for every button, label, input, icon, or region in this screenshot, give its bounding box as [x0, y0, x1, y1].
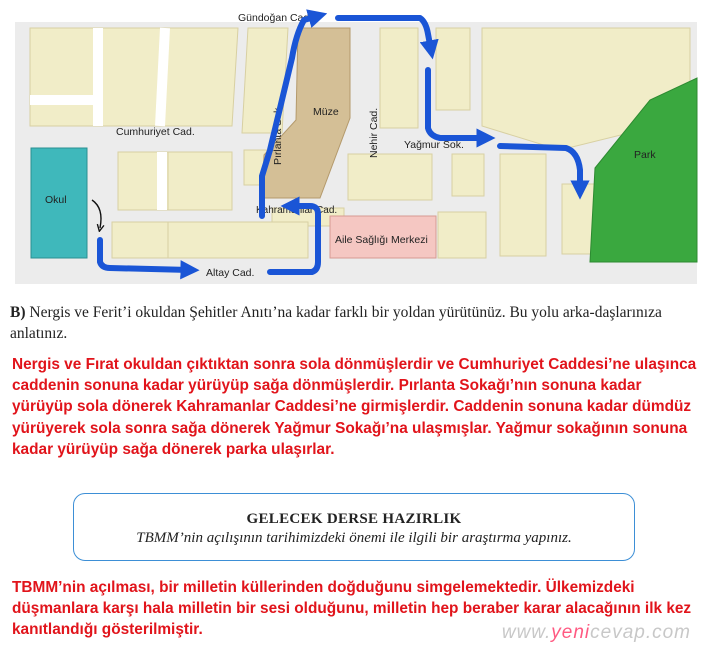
answer-2: TBMM’nin açılması, bir milletin küllerinden doğduğunu simgelemektedir. Ülkemizdeki düşmanlara karşı hala milletin bir sesi olduğunu, milletin hep beraber karar alacağının ilk kez kanıtlandığı gösterilmiştir. [12, 579, 692, 639]
label-yagmur: Yağmur Sok. [404, 139, 464, 151]
label-pirlanta: Pırlanta Sok. [272, 104, 284, 165]
label-gundogan: Gündoğan Cad. [238, 12, 313, 24]
answer-1: Nergis ve Fırat okuldan çıktıktan sonra sola dönmüşlerdir ve Cumhuriyet Caddesi’ne ulaşınca caddenin sonuna kadar yürüyüp sağa dönmüşlerdir. Pırlanta Sokağı’nın sonuna kadar yürüyüp sola dönerek Kahramanlar Caddesi’ne girmişlerdir. Caddenin sonuna kadar dümdüz yürüyerek sola sonra sağa dönerek Yağmur Sokağı’na ulaşmışlar. Yağmur sokağının sonuna kadar yürüyüp sağa dönerek parka ulaşırlar. [12, 356, 697, 458]
label-nehir: Nehir Cad. [368, 107, 380, 158]
watermark-highlight: yeni [551, 622, 591, 643]
question-text: Nergis ve Ferit’i okuldan Şehitler Anıtı’na kadar farklı bir yoldan yürütünüz. Bu yolu arka-daşlarınıza anlatınız. [10, 304, 662, 342]
watermark [502, 622, 691, 644]
label-altay: Altay Cad. [206, 267, 255, 279]
label-kahramanlar: Kahramanlar Cad. [256, 205, 338, 216]
prep-box [73, 493, 635, 561]
label-cumhuriyet: Cumhuriyet Cad. [116, 126, 195, 138]
prep-title: GELECEK DERSE HAZIRLIK [246, 511, 462, 527]
question-b [10, 302, 698, 344]
street-map [0, 0, 703, 296]
watermark-prefix: www. [501, 622, 552, 643]
prep-subtitle: TBMM’nin açılışının tarihimizdeki önemi ile ilgili bir araştırma yapınız. [136, 530, 572, 546]
label-aile-sagligi: Aile Sağlığı Merkezi [335, 234, 428, 246]
question-label: B) [10, 304, 26, 321]
watermark-suffix: cevap.com [590, 622, 691, 643]
label-park: Park [634, 149, 656, 161]
label-okul: Okul [45, 194, 67, 206]
label-muze: Müze [313, 106, 339, 118]
